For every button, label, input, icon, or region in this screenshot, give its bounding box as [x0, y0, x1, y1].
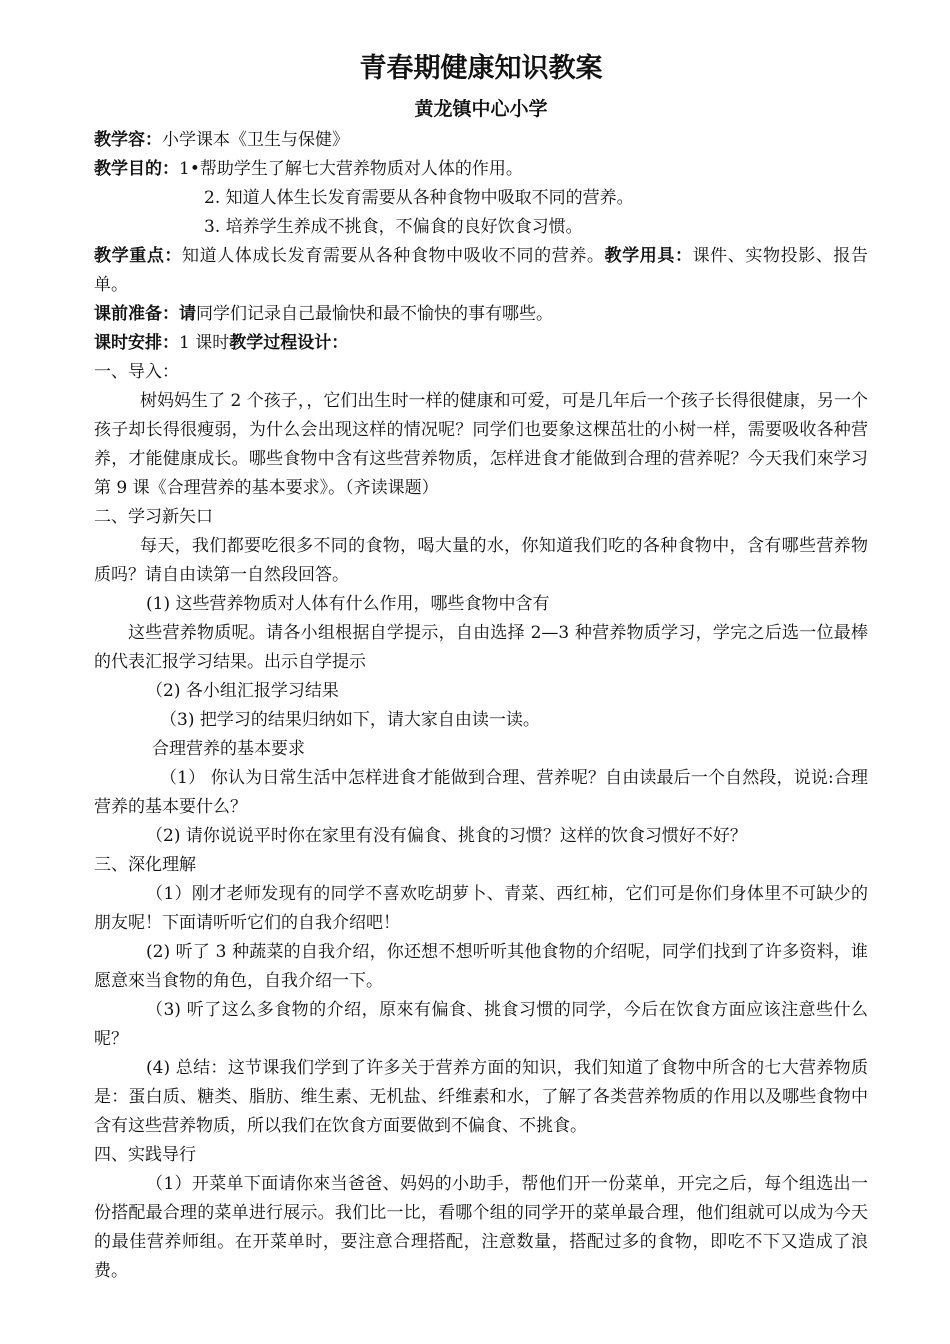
- class-prep-label: 课前准备：请: [94, 304, 196, 324]
- class-time-line: [94, 329, 868, 358]
- teaching-content-value: 小学课本《卫生与保健》: [162, 130, 349, 150]
- section-1-paragraph: 树妈妈生了 2 个孩子，，它们出生时一样的健康和可爱，可是几年后一个孩子长得很健康，另一个孩子却长得很瘦弱，为什么会出现这样的情况呢？同学们也要象这棵茁壮的小树一样，需要吸收各种营养，才能健康成长。哪些食物中含有这些营养物质，怎样进食才能做到合理的营养呢？今天我们來学习第 9 课《合理营养的基本要求》。（齐读课题）: [94, 391, 868, 498]
- section-3-item-4: (4) 总结：这节课我们学到了许多关于营养方面的知识，我们知道了食物中所含的七大营养物质是：蛋白质、糖类、脂肪、维生素、无机盐、纤维素和水，了解了各类营养物质的作用以及哪些食物中含有这些营养物质，所以我们在饮食方面要做到不偏食、不挑食。: [94, 1058, 868, 1136]
- section-3-heading: 三、深化理解: [94, 855, 196, 875]
- document-title: 青春期健康知识教案: [359, 53, 603, 84]
- section-3-item-3: （3) 听了这么多食物的介绍，原來有偏食、挑食习惯的同学，今后在饮食方面应该注意些什么呢？: [94, 1000, 868, 1049]
- class-time-label: 课时安排：: [94, 333, 179, 353]
- class-prep-line: [94, 300, 868, 329]
- teaching-goal-2: 2. 知道人体生长发育需要从各种食物中吸取不同的营养。: [204, 188, 634, 208]
- school-name: 黄龙镇中心小学: [414, 98, 548, 120]
- document-page: [94, 52, 868, 1286]
- teaching-content-label: 教学容：: [94, 130, 162, 150]
- teaching-content-line: [94, 126, 868, 155]
- section-4-item-1: （1）开菜单下面请你來当爸爸、妈妈的小助手，帮他们开一份菜单，开完之后，每个组选出一份搭配最合理的菜单进行展示。我们比一比，看哪个组的同学开的菜单最合理，他们组就可以成为今天的最佳营养师组。在开菜单时，要注意合理搭配，注意数量，搭配过多的食物，即吃不下又造成了浪费。: [94, 1174, 868, 1281]
- class-prep-value: 同学们记录自己最愉快和最不愉快的事有哪些。: [196, 304, 553, 324]
- teaching-goal-line: [94, 155, 868, 184]
- teaching-goal-3: 3. 培养学生养成不挑食，不偏食的良好饮食习惯。: [204, 217, 583, 237]
- teaching-goal-label: 教学目的：: [94, 159, 179, 179]
- teaching-goal-1: 1•帮助学生了解七大营养物质对人体的作用。: [179, 159, 523, 179]
- teaching-tools-value: 课件、实物投影、报告单。: [94, 246, 869, 295]
- section-2-paragraph-1: 每天，我们都要吃很多不同的食物，喝大量的水，你知道我们吃的各种食物中，含有哪些营养物质吗？请自由读第一自然段回答。: [94, 536, 868, 585]
- section-4-heading: 四、实践导行: [94, 1145, 196, 1165]
- section-3-item-2: (2) 听了 3 种蔬菜的自我介绍，你还想不想听听其他食物的介绍呢，同学们找到了许多资料，谁愿意來当食物的角色，自我介绍一下。: [94, 942, 868, 991]
- section-2-item-1: (1) 这些营养物质对人体有什么作用，哪些食物中含有: [146, 594, 550, 614]
- class-time-value: 1 课时: [179, 333, 230, 353]
- section-2-item-3: （3) 把学习的结果归纳如下，请大家自由读一读。: [160, 710, 540, 730]
- section-2-paragraph-2: 这些营养物质呢。请各小组根据自学提示，自由选择 2—3 种营养物质学习，学完之后选一位最棒的代表汇报学习结果。出示自学提示: [94, 623, 868, 672]
- teaching-focus-label: 教学重点：: [94, 246, 183, 266]
- teaching-focus-value: 知道人体成长发育需要从各种食物中吸收不同的营养。: [182, 246, 605, 266]
- section-1-heading: 一、导入：: [94, 362, 179, 382]
- section-2-heading: 二、学习新矢口: [94, 507, 213, 527]
- section-2-item-5: （2) 请你说说平时你在家里有没有偏食、挑食的习惯？这样的饮食习惯好不好？: [146, 826, 747, 846]
- teaching-tools-label: 教学用具：: [604, 246, 693, 266]
- section-2-item-4: （1） 你认为日常生活中怎样进食才能做到合理、营养呢？自由读最后一个自然段，说说:合理营养的基本要什么？: [94, 768, 868, 817]
- teaching-process-label: 教学过程设计：: [229, 333, 349, 353]
- section-2-subheading: 合理营养的基本要求: [152, 739, 305, 759]
- section-3-item-1: （1）刚才老师发现有的同学不喜欢吃胡萝卜、青菜、西红柿，它们可是你们身体里不可缺少的朋友呢！下面请听听它们的自我介绍吧！: [94, 884, 868, 933]
- section-2-item-2: （2) 各小组汇报学习结果: [146, 681, 339, 701]
- teaching-focus-line: [94, 242, 868, 300]
